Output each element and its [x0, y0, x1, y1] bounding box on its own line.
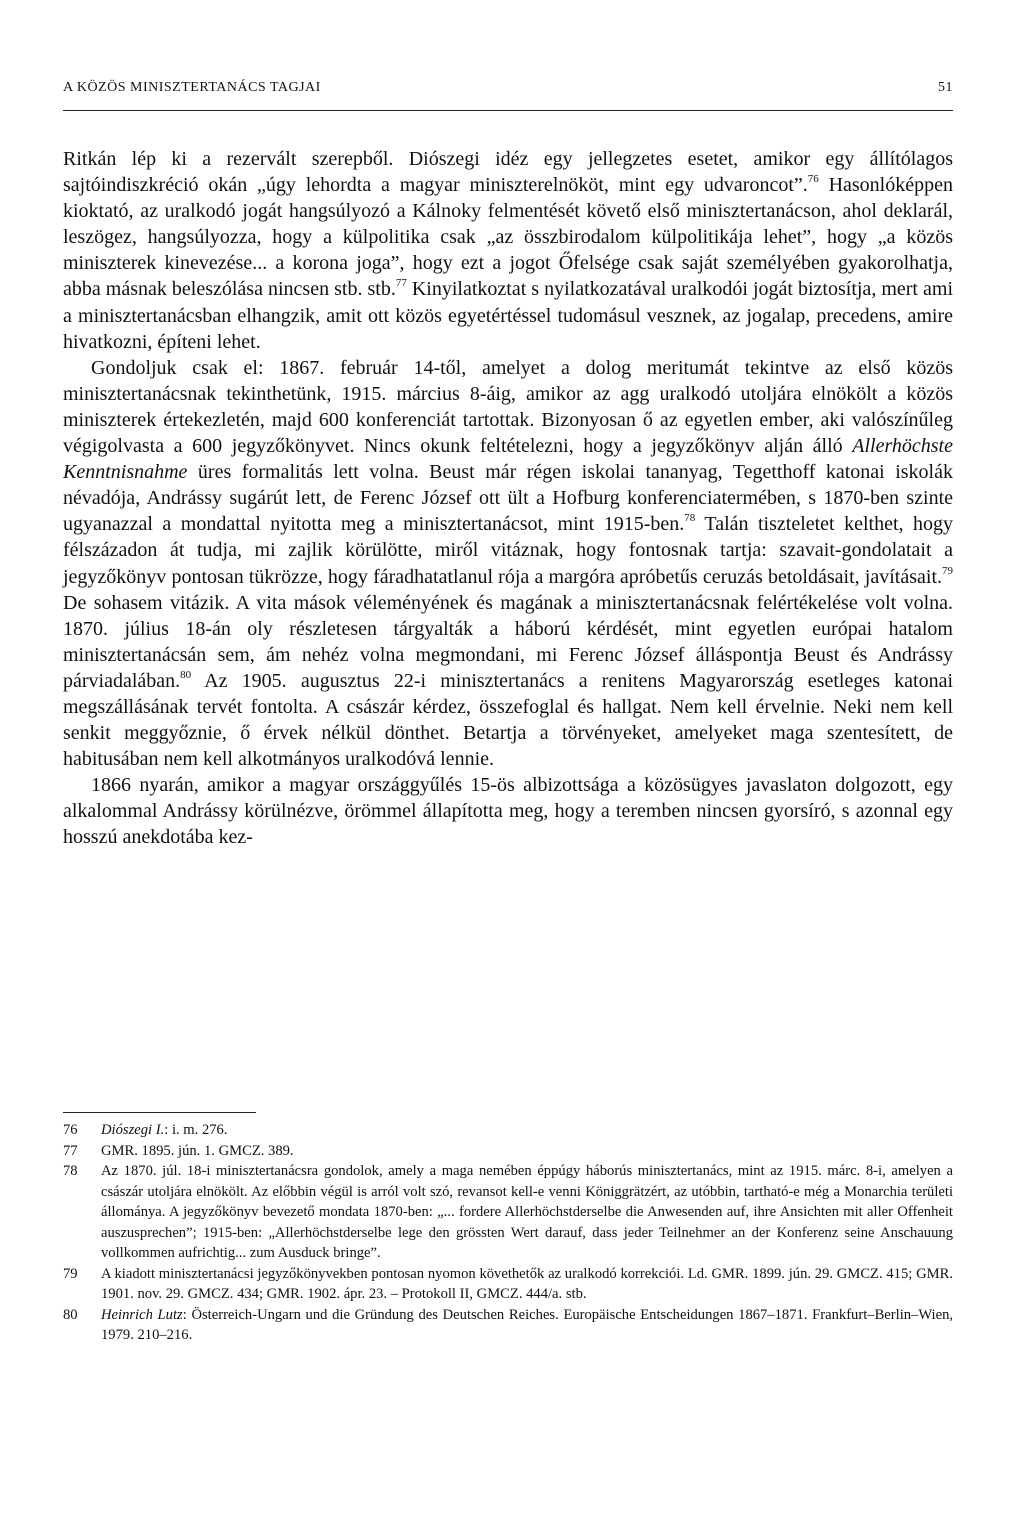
footnote-text: Az 1870. júl. 18-i minisztertanácsra gondolok, amely a maga nemében éppúgy háborús minisztertanács, mint az 1915. márc. 8-i, amelyen a császár utoljára elnökölt. Az előbbin végül is arról volt szó, revansot kell-e venni Königgrätzért, az utóbbin, tartható-e még a Monarchia területi állománya. A jegyzőkönyv bevezető mondata 1870-ben: „... fordere Allerhöchstderselbe die Anwesenden auf, ihre Ansichten mit aller Offenheit auszusprechen”; 1915-ben: „Allerhöchstderselbe lege den grössten Wert darauf, dass jeder Teilnehmer an der Konferenz seine Anschauung vollkommen aufrichtig... zum Ausduck bringe”. [101, 1163, 953, 1261]
text-run: Gondoljuk csak el: 1867. február 14-től, amelyet a dolog meritumát tekintve az első közös minisztertanácsnak tekinthetünk, 1915. március 8-áig, amikor az agg uralkodó utoljára elnökölt a közös miniszterek értekezletén, majd 600 konferenciát tartottak. Bizonyosan ő az egyetlen ember, aki valószínűleg végigolvasta a 600 jegyzőkönyvet. Nincs okunk feltételezni, hogy a jegyzőkönyv alján álló [63, 356, 953, 458]
document-page [63, 0, 953, 1529]
footnote-number: 80 [63, 1306, 78, 1323]
footnote-77 [63, 1141, 953, 1162]
text-run: Talán tiszteletet kelthet, hogy félszázadon át tudja, mi zajlik körülötte, miről vitáznak, hogy fontosnak tartja: szavait-gondolatait a jegyzőkönyv pontosan tükrözze, hogy fáradhatatlanul rója a margóra apróbetűs ceruzás betoldásait, javításait. [63, 513, 954, 588]
text-run: Kinyilatkoztat s nyilatkozatával uralkodói jogát biztosítja, mert ami a minisztertanácsban elhangzik, amit ott közös egyetértéssel tudomásul vesznek, az jogalap, precedens, amire hivatkozni, építeni lehet. [63, 278, 954, 353]
footnote-text: : i. m. 276. [164, 1122, 228, 1138]
footnote-79 [63, 1264, 953, 1305]
paragraph-2 [63, 355, 953, 773]
footnote-80 [63, 1305, 953, 1346]
footnote-text: A kiadott minisztertanácsi jegyzőkönyvekben pontosan nyomon követhetők az uralkodó korrekciói. Ld. GMR. 1899. jún. 29. GMCZ. 415; GMR. 1901. nov. 29. GMCZ. 434; GMR. 1902. ápr. 23. – Protokoll II, GMCZ. 444/a. stb. [101, 1265, 953, 1302]
footnote-author: Diószegi I. [101, 1122, 165, 1138]
footnote-ref-76[interactable]: 76 [807, 173, 819, 186]
footnote-ref-77[interactable]: 77 [395, 277, 407, 290]
text-run: Az 1905. augusztus 22-i minisztertanács a renitens Magyarország esetleges katonai megszállásának tervét fontolta. A császár kérdez, összefoglal és hallgat. Nem kell érvelnie. Neki nem kell senkit meggyőznie, ő érvek nélkül dönthet. Betartja a törvényeket, amelyeket maga szentesített, de habitusában nem kell alkotmányos uralkodóvá lennie. [63, 669, 953, 771]
footnote-78 [63, 1161, 953, 1264]
footnote-ref-78[interactable]: 78 [684, 512, 696, 525]
paragraph-3: 1866 nyarán, amikor a magyar országgyűlés 15-ös albizottsága a közösügyes javaslaton dolgozott, egy alkalommal Andrássy körülnézve, örömmel állapította meg, hogy a teremben nincsen gyorsíró, s azonnal egy hosszú anekdotába kez- [63, 774, 953, 849]
text-run: Ritkán lép ki a rezervált szerepből. Diószegi idéz egy jellegzetes esetet, amikor egy állítólagos sajtóindiszkréció okán „úgy lehordta a magyar miniszterelnököt, mint egy udvaroncot”. [63, 148, 953, 197]
footnote-76 [63, 1120, 953, 1141]
footnote-number: 79 [63, 1265, 78, 1282]
text-run: üres formalitás lett volna. Beust már régen iskolai tananyag, Tegetthoff katonai iskolák névadója, Andrássy sugárút lett, de Ferenc József ott ült a Hofburg konferenciatermében, s 1870-ben szinte ugyanazzal a mondattal nyitotta meg a minisztertanácsot, mint 1915-ben. [63, 461, 953, 536]
footnote-number: 77 [63, 1142, 78, 1159]
text-run: Hasonlóképpen kioktató, az uralkodó jogát hangsúlyozó a Kálnoky felmentését követő első minisztertanácson, ahol deklarál, leszögez, hangsúlyozza, hogy a külpolitika csak „az összbirodalom külpolitikája lehet”, hogy „a közös miniszterek kinevezése... a korona joga”, hogy ezt a jogot Őfelsége csak saját személyében gyakorolhatja, abba másnak beleszólása nincsen stb. stb. [63, 174, 953, 301]
main-text [63, 146, 953, 851]
footnote-ref-80[interactable]: 80 [180, 668, 192, 681]
footnote-number: 78 [63, 1163, 78, 1179]
footnote-number: 76 [63, 1122, 78, 1138]
text-run: De sohasem vitázik. A vita mások véleményének és magának a minisztertanácsnak felértékelése volt volna. 1870. július 18-án oly részletesen tárgyalták a háború kérdését, mint egyetlen európai hatalom minisztertanácsán sem, ám nehéz volna megmondani, mi Ferenc József álláspontja Beust és Andrássy párviadalában. [63, 591, 953, 692]
footnotes [63, 1120, 953, 1346]
footnote-text: GMR. 1895. jún. 1. GMCZ. 389. [101, 1142, 294, 1159]
footnote-rule [63, 1112, 256, 1113]
page-number: 51 [938, 80, 953, 95]
footnote-text: : Österreich-Ungarn und die Gründung des Deutschen Reiches. Europäische Entscheidungen 1867–1871. Frankfurt–Berlin–Wien, 1979. 210–216. [101, 1306, 954, 1343]
header-rule [63, 110, 953, 111]
paragraph-1 [63, 146, 953, 355]
running-title: A KÖZÖS MINISZTERTANÁCS TAGJAI [63, 80, 321, 95]
footnote-author: Heinrich Lutz [101, 1306, 183, 1323]
running-header [63, 80, 953, 104]
italic-term: Allerhöchste Kenntnisnahme [63, 435, 953, 484]
footnote-ref-79[interactable]: 79 [942, 564, 953, 577]
